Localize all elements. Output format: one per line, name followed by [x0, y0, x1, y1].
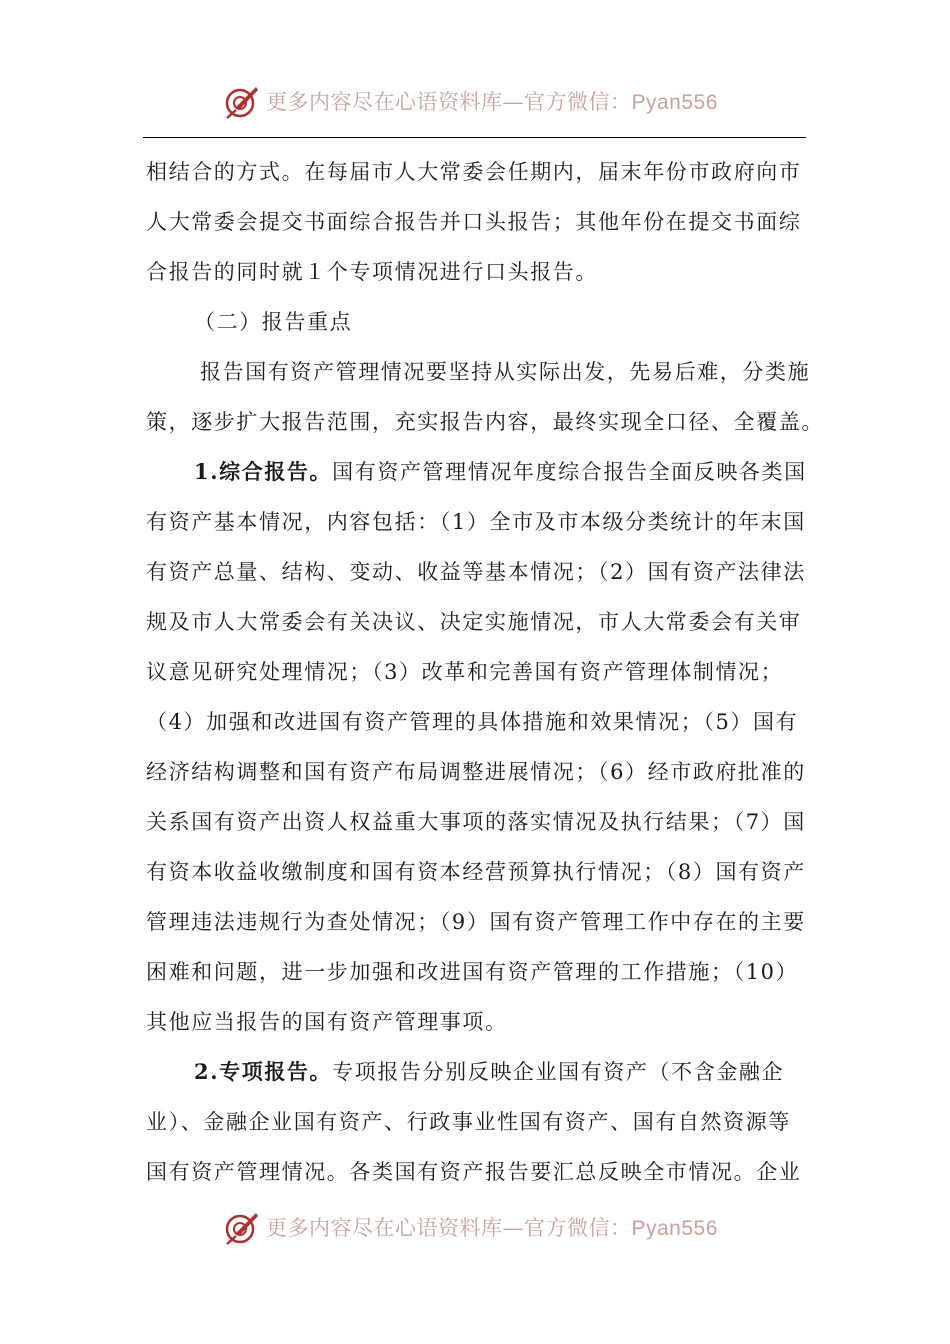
text-line: 有资产基本情况，内容包括：（1）全市及市本级分类统计的年末国 — [146, 510, 806, 534]
banner-prefix: 更多内容尽在心语资料库—官方微信： — [266, 1216, 632, 1240]
header-banner — [0, 80, 950, 124]
text-line: 策，逐步扩大报告范围，充实报告内容，最终实现全口径、全覆盖。 — [146, 410, 824, 434]
text-line: 关系国有资产出资人权益重大事项的落实情况及执行结果；（7）国 — [146, 810, 806, 834]
text-line: 有资本收益收缴制度和国有资本经营预算执行情况；（8）国有资产 — [146, 860, 806, 884]
pen-logo-icon — [222, 82, 262, 122]
text-line: 困难和问题，进一步加强和改进国有资产管理的工作措施；（10） — [146, 960, 799, 984]
text-line: 业）、金融企业国有资产、行政事业性国有资产、国有自然资源等 — [146, 1110, 791, 1134]
text-line: 其他应当报告的国有资产管理事项。 — [146, 1010, 508, 1034]
text-line: 报告国有资产管理情况要坚持从实际出发，先易后难，分类施 — [200, 360, 811, 384]
text-line: 规及市人大常委会有关决议、决定实施情况，市人大常委会有关审 — [146, 610, 802, 634]
banner-text — [266, 88, 718, 117]
text-line: 议意见研究处理情况；（3）改革和完善国有资产管理体制情况； — [146, 660, 784, 684]
text-line: 有资产总量、结构、变动、收益等基本情况；（2）国有资产法律法 — [146, 560, 806, 584]
subsection-line — [146, 447, 806, 497]
subsection-title: 2.专项报告。 — [194, 1059, 333, 1084]
pen-logo-icon — [222, 1208, 262, 1248]
text-run: 专项报告分别反映企业国有资产（不含金融企 — [332, 1060, 785, 1084]
banner-wechat-id: Pyan556 — [631, 91, 718, 114]
banner-text — [266, 1214, 718, 1243]
document-body — [146, 147, 824, 1197]
text-line: （4）加强和改进国有资产管理的具体措施和效果情况；（5）国有 — [146, 710, 799, 734]
text-line: 国有资产管理情况。各类国有资产报告要汇总反映全市情况。企业 — [146, 1160, 802, 1184]
text-run: 国有资产管理情况年度综合报告全面反映各类国 — [332, 460, 807, 484]
banner-wechat-id: Pyan556 — [631, 1217, 718, 1240]
text-line: 经济结构调整和国有资产布局调整进展情况；（6）经市政府批准的 — [146, 760, 806, 784]
subsection-line — [146, 1047, 806, 1097]
text-line: 相结合的方式。在每届市人大常委会任期内，届末年份市政府向市 — [146, 160, 802, 184]
banner-prefix: 更多内容尽在心语资料库—官方微信： — [266, 90, 632, 114]
text-line: 人大常委会提交书面综合报告并口头报告；其他年份在提交书面综 — [146, 210, 802, 234]
subsection-title: 1.综合报告。 — [194, 459, 333, 484]
section-heading: （二）报告重点 — [194, 310, 353, 334]
text-line: 管理违法违规行为查处情况；（9）国有资产管理工作中存在的主要 — [146, 910, 806, 934]
text-line: 合报告的同时就１个专项情况进行口头报告。 — [146, 260, 598, 284]
footer-banner — [0, 1206, 950, 1250]
header-divider — [143, 137, 806, 138]
